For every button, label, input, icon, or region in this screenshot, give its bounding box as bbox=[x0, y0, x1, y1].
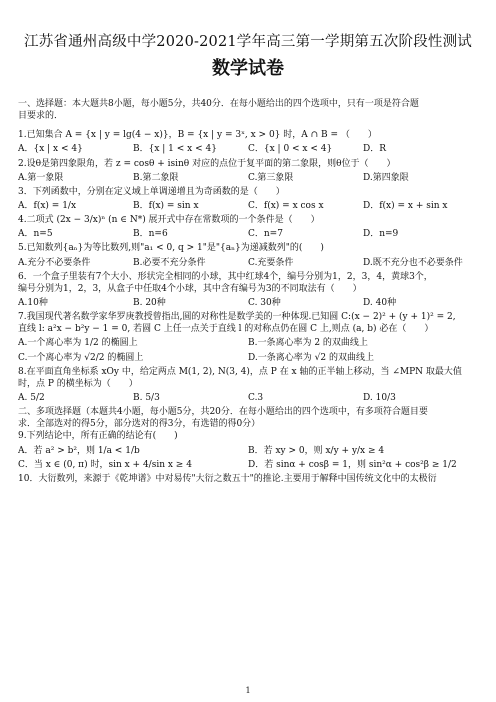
option-a: A.10种 bbox=[18, 297, 48, 308]
option-d: D．R bbox=[363, 144, 386, 155]
option-a: A．若 a² > b²，则 1/a < 1/b bbox=[18, 445, 140, 456]
option-c: C．当 x ∈ (0, π) 时，sin x + 4/sin x ≥ 4 bbox=[18, 459, 192, 470]
option-a: A.充分不必要条件 bbox=[18, 257, 91, 268]
exam-content bbox=[18, 98, 478, 485]
question-1-stem: 1.已知集合 A = {x | y = lg(4 − x)}，B = {x | y = 3ˣ, x > 0} 时，A ∩ B = （ ） bbox=[18, 130, 377, 141]
question-3-stem: 3．下列函数中，分别在定义域上单调递增且为奇函数的是（ ） bbox=[18, 186, 285, 197]
option-d: D.既不充分也不必要条件 bbox=[363, 257, 463, 268]
question-7-options-row1 bbox=[18, 337, 478, 349]
option-c: C.充要条件 bbox=[248, 257, 294, 268]
section1-intro-cont: 目要求的． bbox=[18, 111, 64, 122]
option-b: B.第二象限 bbox=[133, 172, 179, 183]
option-a: A．f(x) = 1/x bbox=[18, 200, 77, 211]
option-d: D．n=9 bbox=[363, 229, 399, 240]
option-b: B．f(x) = sin x bbox=[133, 200, 199, 211]
question-6-stem: 6．一个盒子里装有7个大小、形状完全相同的小球，其中红球4个，编号分别为1，2，3，4，黄球3个， bbox=[18, 271, 433, 282]
option-c: C．{x | 0 < x < 4} bbox=[248, 144, 333, 155]
option-a: A.第一象限 bbox=[18, 172, 64, 183]
question-4-stem: 4.二项式 (2x − 3/x)ⁿ (n ∈ N*) 展开式中存在常数项的一个条件是（ ） bbox=[18, 215, 320, 226]
option-b: B．{x | 1 < x < 4} bbox=[133, 144, 217, 155]
option-b: B. 20种 bbox=[133, 297, 166, 308]
question-2-options bbox=[18, 172, 478, 184]
option-c: C.第三象限 bbox=[248, 172, 294, 183]
question-9-options-row1 bbox=[18, 445, 478, 457]
question-9-stem: 9.下列结论中，所有正确的结论有( ) bbox=[18, 431, 178, 442]
exam-subtitle: 数学试卷 bbox=[212, 58, 284, 79]
question-5-stem: 5.已知数列{aₙ}为等比数列,则"a₁ < 0, q > 1"是"{aₙ}为递减数列"的( ) bbox=[18, 243, 324, 254]
section1-intro: 一、选择题：本大题共8小题，每小题5分，共40分．在每小题给出的四个选项中，只有一项是符合题 bbox=[18, 99, 419, 109]
question-5-options bbox=[18, 257, 478, 269]
option-a: A．n=5 bbox=[18, 229, 53, 240]
option-b: B．若 xy > 0，则 x/y + y/x ≥ 4 bbox=[248, 445, 385, 456]
question-3-options bbox=[18, 200, 478, 212]
question-7-stem-cont: 直线 l: a²x − b²y − 1 = 0, 若圆 C 上任一点关于直线 l 的对称点仍在圆 C 上,则点 (a, b) 必在（ ） bbox=[18, 324, 434, 335]
option-a: A.一个离心率为 1/2 的椭圆上 bbox=[18, 338, 138, 349]
option-c: C．n=7 bbox=[248, 229, 283, 240]
option-b: B.必要不充分条件 bbox=[133, 257, 206, 268]
option-d: D.第四象限 bbox=[363, 172, 409, 183]
question-8-stem: 8.在平面直角坐标系 xOy 中，给定两点 M(1, 2), N(3, 4)，点 P 在 x 轴的正半轴上移动，当 ∠MPN 取最大值 bbox=[18, 366, 462, 377]
option-b: B.一条离心率为 2 的双曲线上 bbox=[248, 338, 368, 349]
question-8-options bbox=[18, 392, 478, 404]
option-b: B. 5/3 bbox=[133, 392, 160, 403]
option-d: D．f(x) = x + sin x bbox=[363, 200, 448, 211]
question-4-options bbox=[18, 228, 478, 240]
option-c: C．f(x) = x cos x bbox=[248, 200, 324, 211]
question-2-stem: 2.设θ是第四象限角，若 z = cosθ + isinθ 对应的点位于复平面的第二象限，则θ位于（ ） bbox=[18, 158, 396, 169]
exam-title: 江苏省通州高级中学2020-2021学年高三第一学期第五次阶段性测试 bbox=[24, 34, 472, 50]
question-7-stem: 7.我国现代著名数学家华罗庚教授曾指出,圆的对称性是数学美的一种体现.已知圆 C:(x − 2)² + (y + 1)² = 2, bbox=[18, 312, 456, 323]
option-b: B．n=6 bbox=[133, 229, 168, 240]
option-a: A．{x | x < 4} bbox=[18, 144, 83, 155]
option-c: C.一个离心率为 √2/2 的椭圆上 bbox=[18, 352, 144, 363]
question-1-options bbox=[18, 143, 478, 155]
section2-intro: 二、多项选择题（本题共4小题，每小题5分，共20分．在每小题给出的四个选项中，有多项符合题目要 bbox=[18, 407, 428, 418]
option-d: D. 40种 bbox=[363, 297, 397, 308]
question-10-stem: 10．大衍数列，来源于《乾坤谱》中对易传"大衍之数五十"的推论.主要用于解释中国传统文化中的太极衍 bbox=[18, 473, 437, 484]
option-c: C. 30种 bbox=[248, 297, 281, 308]
option-d: D. 10/3 bbox=[363, 392, 396, 403]
question-6-options bbox=[18, 297, 478, 309]
question-7-options-row2 bbox=[18, 352, 478, 364]
option-d: D．若 sinα + cosβ = 1，则 sin²α + cos²β ≥ 1/2 bbox=[248, 459, 457, 470]
option-a: A. 5/2 bbox=[18, 392, 45, 403]
question-8-stem-cont: 时，点 P 的横坐标为（ ） bbox=[18, 378, 138, 389]
page-number: 1 bbox=[245, 686, 251, 695]
question-9-options-row2 bbox=[18, 459, 478, 471]
option-c: C.3 bbox=[248, 392, 264, 403]
option-d: D.一条离心率为 √2 的双曲线上 bbox=[248, 352, 374, 363]
question-6-stem-cont: 编号分别为1，2，3，从盒子中任取4个小球，其中含有编号为3的不同取法有（ ） bbox=[18, 283, 362, 294]
section2-intro-cont: 求．全部选对的得5分，部分选对的得3分，有选错的得0分） bbox=[18, 419, 261, 430]
